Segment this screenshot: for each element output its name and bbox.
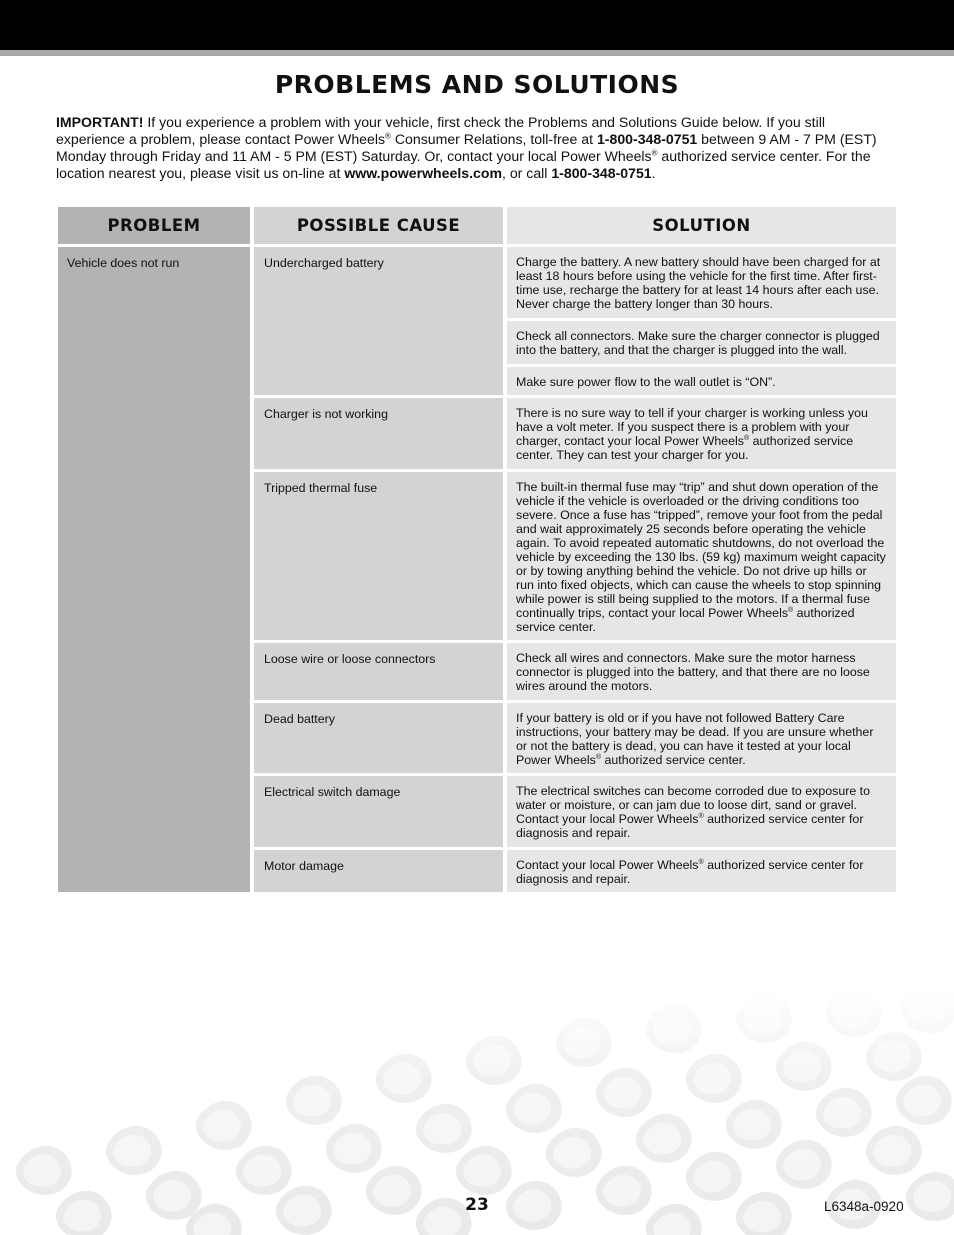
solution-cell: Check all connectors. Make sure the charger connector is plugged into the battery, and that the charger is plugged into the wall. [507,321,896,364]
solution-cell: The built-in thermal fuse may “trip” and shut down operation of the vehicle if the vehicle is overloaded or the driving conditions too severe. Once a fuse has “tripped”, remove your foot from the pedal and wait approximately 25 seconds before operating the vehicle again. To avoid repeated automatic shutdowns, do not overload the vehicle by exceeding the 130 lbs. (59 kg) maximum weight capacity or by towing anything behind the vehicle. Do not drive up hills or run into fixed objects, which can cause the wheels to stop spinning while power is still being supplied to the motors. If a thermal fuse continually trips, contact your local Power Wheels® authorized service center. [507,472,896,640]
problem-text: Vehicle does not run [67,256,180,270]
solution-cell: Charge the battery. A new battery should have been charged for at least 18 hours before using the vehicle for the first time. After first-time use, recharge the battery for at least 14 hours after each use. Never charge the battery longer than 30 hours. [507,247,896,318]
top-gray-stripe [0,50,954,56]
website-link[interactable]: www.powerwheels.com [344,165,502,181]
top-black-bar [0,0,954,50]
phone-number-2: 1-800-348-0751 [551,165,652,181]
document-code: L6348a-0920 [824,1199,904,1214]
header-solution: SOLUTION [507,207,896,244]
cause-cell: Undercharged battery [254,247,503,395]
solution-cell: The electrical switches can become corroded due to exposure to water or moisture, or can jam due to loose dirt, sand or gravel. Contact your local Power Wheels® authorized service center for diagnosis and repair. [507,776,896,847]
header-possible-cause: POSSIBLE CAUSE [254,207,503,244]
solution-cell: There is no sure way to tell if your charger is working unless you have a volt meter. If you suspect there is a problem with your charger, contact your local Power Wheels® authorized service center. They can test your charger for you. [507,398,896,469]
page-number: 23 [465,1195,489,1215]
cause-cell: Dead battery [254,703,503,773]
solution-cell: If your battery is old or if you have not followed Battery Care instructions, your battery may be dead. If you are unsure whether or not the battery is dead, you can have it tested at your local Power Wheels® authorized service center. [507,703,896,773]
solution-cell: Contact your local Power Wheels® authorized service center for diagnosis and repair. [507,850,896,892]
intro-paragraph: IMPORTANT! If you experience a problem with your vehicle, first check the Problems and Solutions Guide below. If you still experience a problem, please contact Power Wheels® Consumer Relations, toll-free at 1-800-348-0751 between 9 AM - 7 PM (EST) Monday through Friday and 11 AM - 5 PM (EST) Saturday. Or, contact your local Power Wheels® authorized service center. For the location nearest you, please visit us on-line at www.powerwheels.com, or call 1-800-348-0751. [56,114,877,181]
header-problem: PROBLEM [58,207,250,244]
cause-cell: Motor damage [254,850,503,892]
problem-cell [58,247,250,892]
page-title: PROBLEMS AND SOLUTIONS [274,70,680,99]
cause-cell: Loose wire or loose connectors [254,643,503,700]
cause-cell: Charger is not working [254,398,503,469]
cause-cell: Tripped thermal fuse [254,472,503,640]
solution-cell: Make sure power flow to the wall outlet is “ON”. [507,367,896,395]
solution-cell: Check all wires and connectors. Make sure the motor harness connector is plugged into the battery, and that there are no loose wires around the motors. [507,643,896,700]
cause-cell: Electrical switch damage [254,776,503,847]
important-label: IMPORTANT! [56,114,144,130]
phone-number: 1-800-348-0751 [596,131,698,147]
